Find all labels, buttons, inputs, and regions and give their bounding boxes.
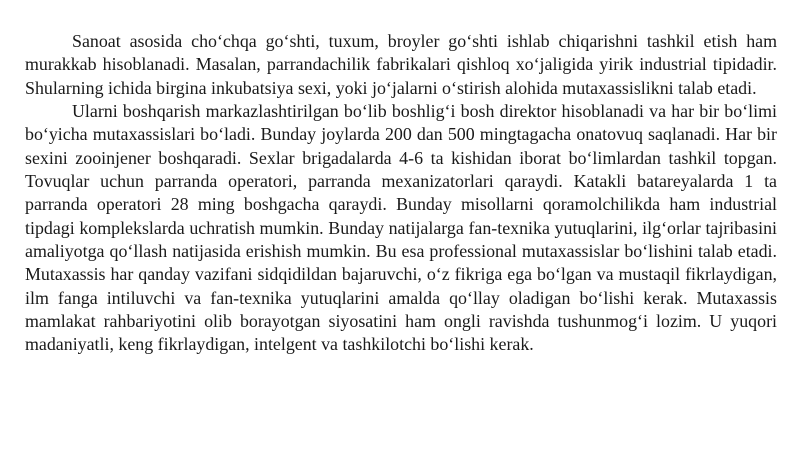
paragraph-2: Ularni boshqarish markazlashtirilgan bo‘lib boshlig‘i bosh direktor hisoblanadi va har bir bo‘limi bo‘yicha mutaxassislari bo‘ladi. Bunday joylarda 200 dan 500 mingtagacha onatovuq saqlanadi. Har bir sexini zooinjener boshqaradi. Sexlar brigadalarda 4-6 ta kishidan iborat bo‘limlardan tashkil topgan. Tovuqlar uchun parranda operatori, parranda mexanizatorlari qaraydi. Katakli batareyalarda 1 ta parranda operatori 28 ming boshgacha qaraydi. Bunday misollarni qoramolchilikda ham industrial tipdagi komplekslarda uchratish mumkin. Bunday natijalarga fan-texnika yutuqlarini, ilg‘orlar tajribasini amaliyotga qo‘llash natijasida erishish mumkin. Bu esa professional mutaxassislar bo‘lishini talab etadi. Mutaxassis har qanday vazifani sidqidildan bajaruvchi, o‘z fikriga ega bo‘lgan va mustaqil fikrlaydigan, ilm fanga intiluvchi va fan-texnika yutuqlarini amalda qo‘llay oladigan bo‘lishi kerak. Mutaxassis mamlakat rahbariyotini olib borayotgan siyosatini ham ongli ravishda tushunmog‘i lozim. U yuqori madaniyatli, keng fikrlaydigan, intelgent va tashkilotchi bo‘lishi kerak. xyxy=(25,101,777,355)
paragraph-1: Sanoat asosida cho‘chqa go‘shti, tuxum, broyler go‘shti ishlab chiqarishni tashkil etish ham murakkab hisoblanadi. Masalan, parrandachilik fabrikalari qishloq xo‘jaligida yirik industrial tipidadir. Shularning ichida birgina inkubatsiya sexi, yoki jo‘jalarni o‘stirish alohida mutaxassislikni talab etadi. xyxy=(25,31,777,98)
